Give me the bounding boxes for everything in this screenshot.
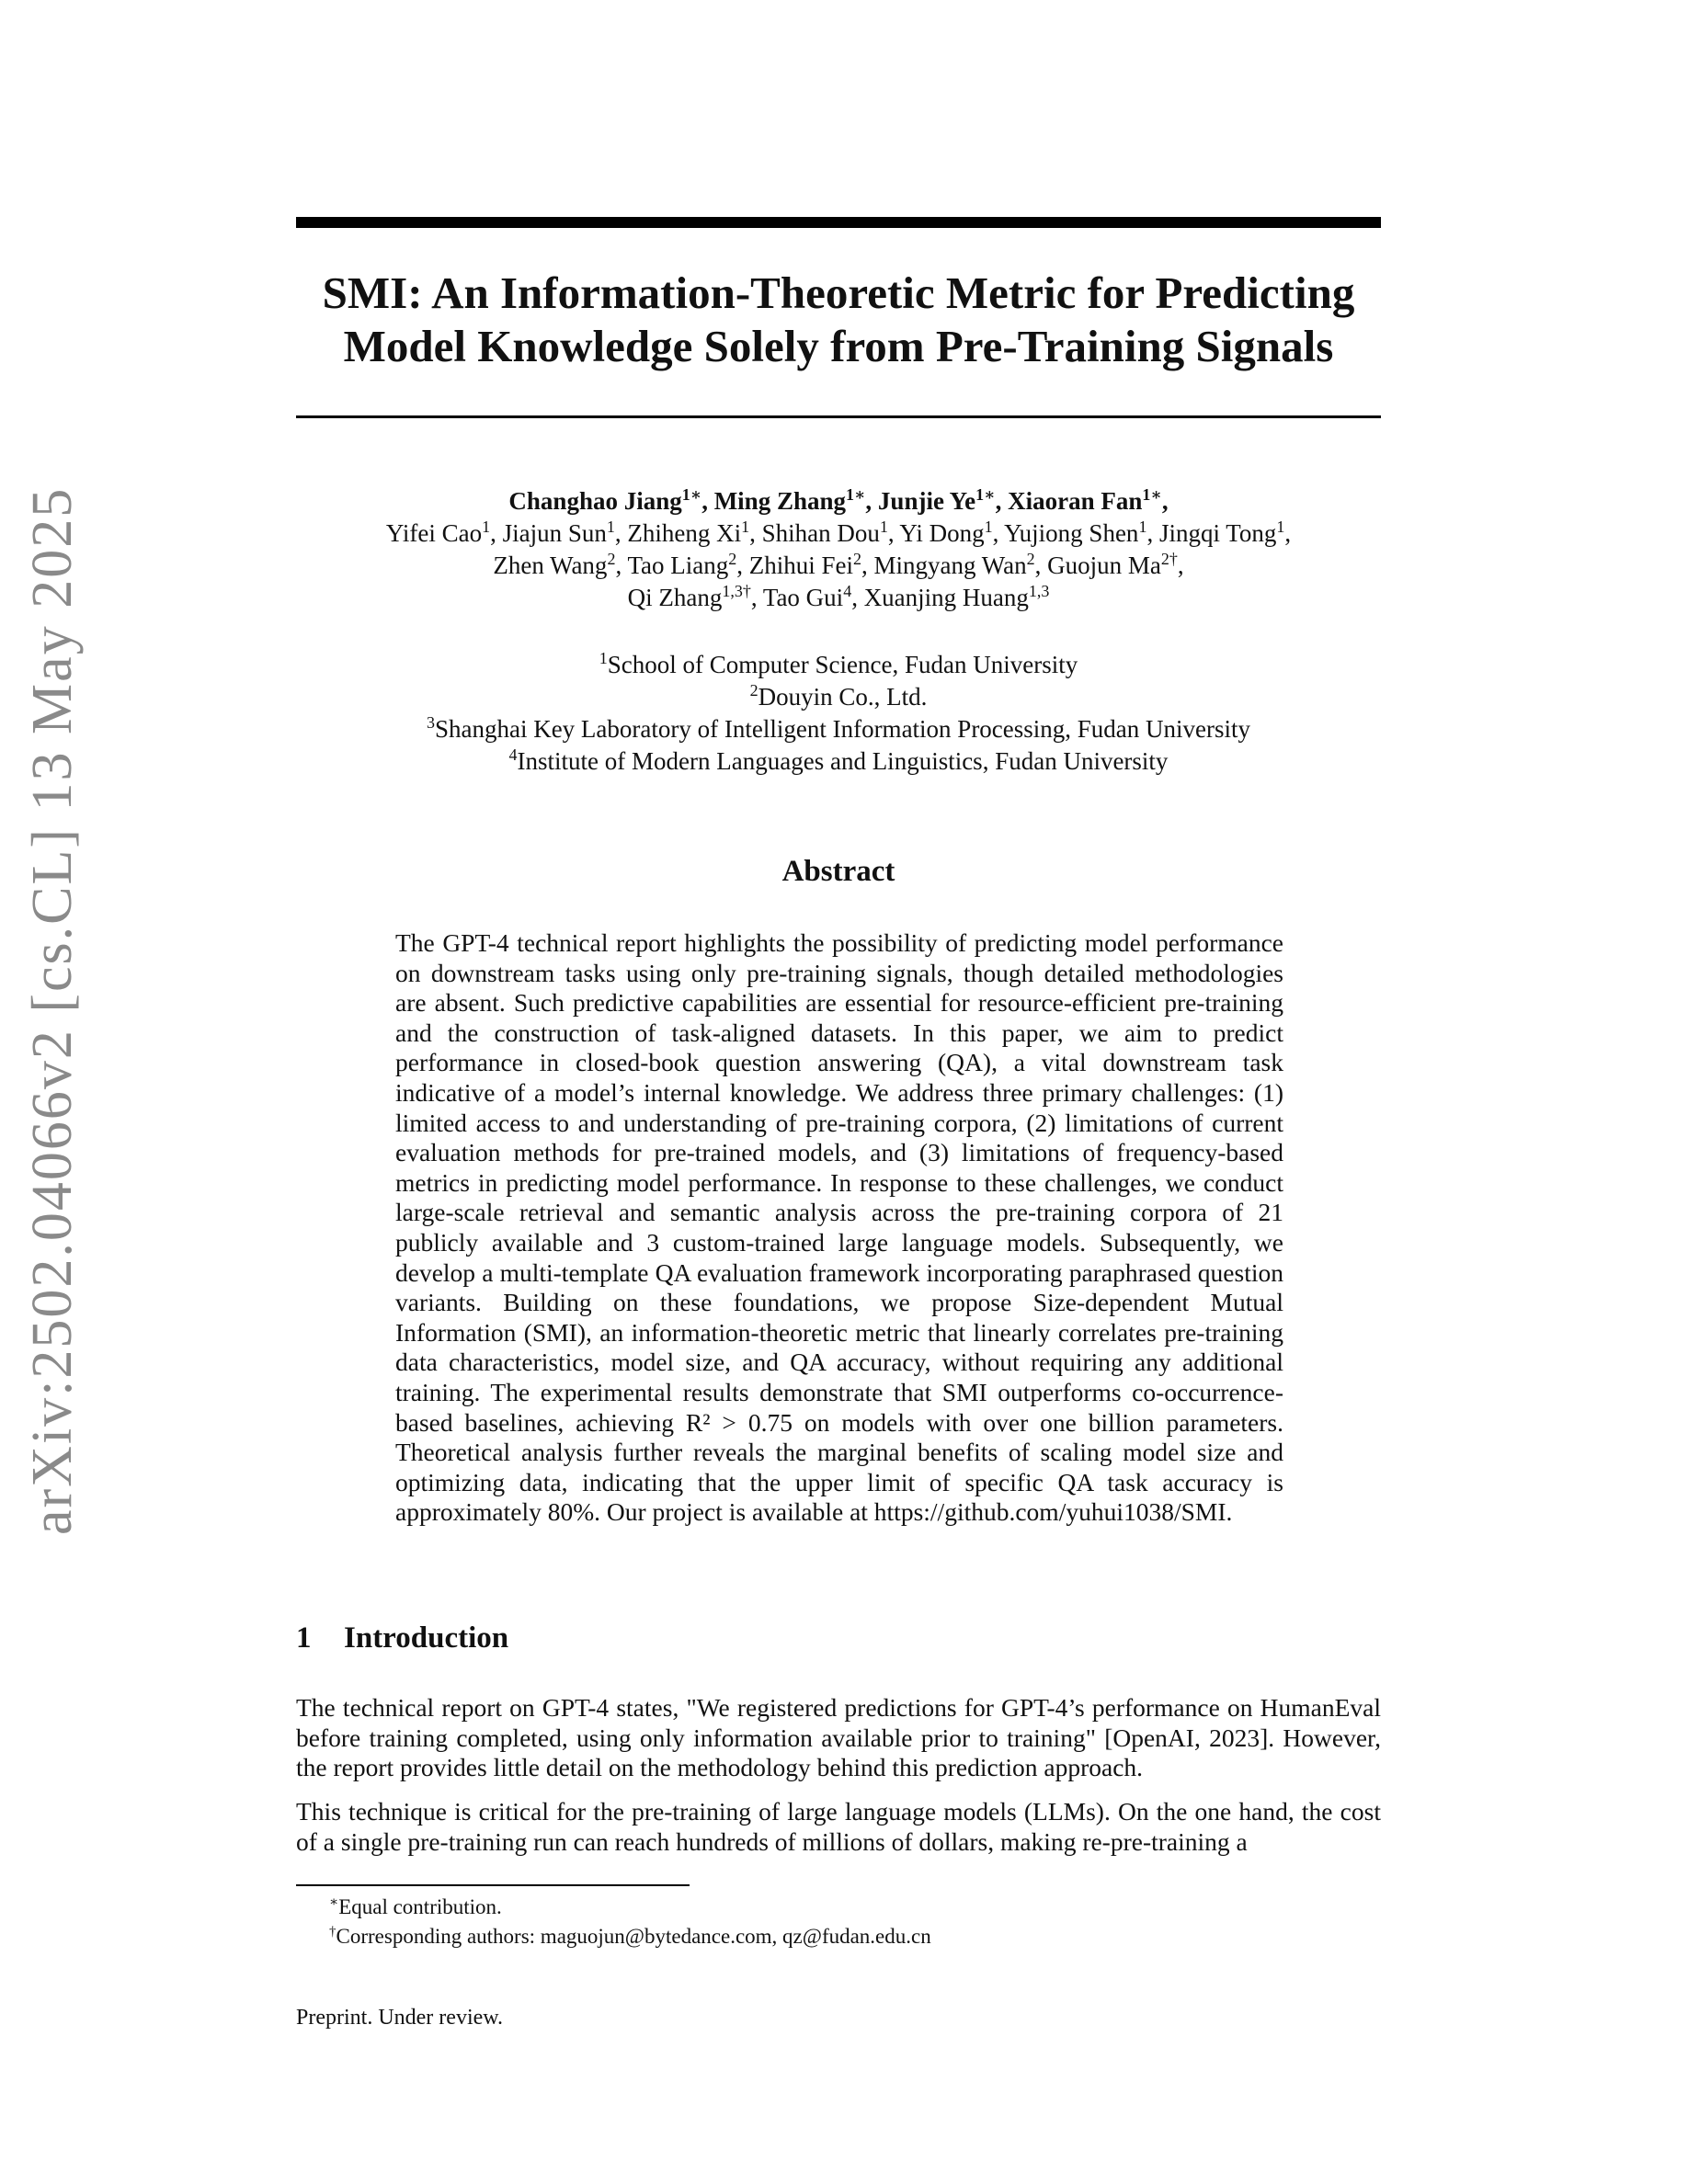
author-affiliation-mark: 2 bbox=[728, 550, 737, 568]
footnote-corresponding-authors bbox=[329, 1923, 931, 1951]
author-affiliation-mark: 1 bbox=[741, 518, 750, 536]
author-separator: , bbox=[490, 519, 503, 547]
author-affiliation-mark: 1 bbox=[482, 518, 491, 536]
author-separator: , bbox=[1161, 487, 1169, 515]
author-affiliation-mark: 1 bbox=[606, 518, 615, 536]
affiliation-number: 1 bbox=[599, 649, 608, 667]
author-affiliation-mark: 1,3 bbox=[1028, 582, 1050, 600]
author-affiliation-mark: 1 bbox=[845, 485, 854, 504]
intro-paragraph-2: This technique is critical for the pre-training of large language models (LLMs). On the one hand, the cost of a single pre-training run can reach hundreds of millions of dollars, making re-pre-training a bbox=[296, 1797, 1381, 1856]
footnote-text: Corresponding authors: maguojun@bytedance.com, qz@fudan.edu.cn bbox=[336, 1925, 931, 1948]
equal-contribution-mark: ∗ bbox=[690, 485, 702, 504]
author-name: Ming Zhang bbox=[713, 487, 846, 515]
author-name: Yifei Cao bbox=[385, 519, 483, 547]
footnote-mark: † bbox=[329, 1924, 336, 1939]
affiliation-item bbox=[296, 745, 1381, 778]
author-affiliation-mark: 2 bbox=[607, 550, 616, 568]
author-separator: , bbox=[614, 519, 628, 547]
footnote-text: Equal contribution. bbox=[338, 1895, 502, 1918]
affiliation-name: School of Computer Science, Fudan University bbox=[607, 651, 1078, 678]
author-line-2 bbox=[296, 518, 1381, 550]
section-number: 1 bbox=[296, 1621, 312, 1655]
author-affiliation-mark: 1 bbox=[1142, 485, 1151, 504]
affiliation-item bbox=[296, 649, 1381, 681]
affiliation-item bbox=[296, 713, 1381, 745]
author-name: Qi Zhang bbox=[627, 584, 723, 611]
title-bottom-rule bbox=[296, 415, 1381, 418]
author-separator: , bbox=[750, 584, 763, 611]
author-separator: , bbox=[615, 552, 628, 579]
equal-contribution-mark: ∗ bbox=[853, 485, 866, 504]
author-name: Mingyang Wan bbox=[873, 552, 1027, 579]
section-heading-introduction bbox=[296, 1621, 508, 1655]
footnote-equal-contribution bbox=[329, 1894, 502, 1921]
equal-contribution-mark: ∗ bbox=[984, 485, 996, 504]
author-affiliation-mark: 1 bbox=[984, 518, 993, 536]
author-name: Junjie Ye bbox=[877, 487, 976, 515]
author-separator: , bbox=[736, 552, 749, 579]
author-name: Xuanjing Huang bbox=[863, 584, 1029, 611]
arxiv-stamp: arXiv:2502.04066v2 [cs.CL] 13 May 2025 bbox=[21, 486, 84, 1535]
intro-paragraph-1: The technical report on GPT-4 states, "We registered predictions for GPT-4’s performance on HumanEval before training completed, using only information available prior to training" [OpenAI, 2023]. However, the report provides little detail on the methodology behind this prediction approach. bbox=[296, 1693, 1381, 1782]
author-separator: , bbox=[1034, 552, 1048, 579]
affiliation-number: 3 bbox=[426, 713, 435, 732]
author-name: Tao Liang bbox=[627, 552, 729, 579]
author-affiliation-mark: 1 bbox=[1276, 518, 1285, 536]
author-line-3 bbox=[296, 550, 1381, 582]
author-name: Yi Dong bbox=[899, 519, 985, 547]
author-affiliation-mark: 2 bbox=[1026, 550, 1035, 568]
author-name: Zhihui Fei bbox=[748, 552, 854, 579]
title-top-rule bbox=[296, 217, 1381, 228]
affiliation-number: 2 bbox=[749, 681, 758, 700]
author-separator: , bbox=[865, 487, 878, 515]
author-name: Yujiong Shen bbox=[1004, 519, 1139, 547]
author-affiliation-mark: 1 bbox=[879, 518, 888, 536]
equal-contribution-mark: ∗ bbox=[1150, 485, 1162, 504]
abstract-text: The GPT-4 technical report highlights the possibility of predicting model performance on downstream tasks using only pre-training signals, though detailed methodologies are absent. Such predictive capabilities are essential for resource-efficient pre-training and the construction of task-aligned datasets. In this paper, we aim to predict performance in closed-book question answering (QA), a vital downstream task indicative of a model’s internal knowledge. We address three primary challenges: (1) limited access to and understanding of pre-training corpora, (2) limitations of current evaluation methods for pre-trained models, and (3) limitations of frequency-based metrics in predicting model performance. In response to these challenges, we conduct large-scale retrieval and semantic analysis across the pre-training corpora of 21 publicly available and 3 custom-trained large language models. Subsequently, we develop a multi-template QA evaluation framework incorporating paraphrased question variants. Building on these foundations, we propose Size-dependent Mutual Information (SMI), an information-theoretic metric that linearly correlates pre-training data characteristics, model size, and QA accuracy, without requiring any additional training. The experimental results demonstrate that SMI outperforms co-occurrence-based baselines, achieving R² > 0.75 on models with over one billion parameters. Theoretical analysis further reveals the marginal benefits of scaling model size and optimizing data, indicating that the upper limit of specific QA task accuracy is approximately 80%. Our project is available at https://github.com/yuhui1038/SMI. bbox=[395, 928, 1283, 1527]
author-affiliation-mark: 1,3† bbox=[722, 582, 751, 600]
author-separator: , bbox=[701, 487, 714, 515]
author-line-lead bbox=[296, 485, 1381, 518]
author-separator: , bbox=[861, 552, 874, 579]
author-name: Shihan Dou bbox=[761, 519, 880, 547]
author-name: Changhao Jiang bbox=[508, 487, 682, 515]
author-name: Zhiheng Xi bbox=[627, 519, 742, 547]
author-separator: , bbox=[887, 519, 900, 547]
author-affiliation-mark: 1 bbox=[975, 485, 985, 504]
author-separator: , bbox=[1146, 519, 1159, 547]
author-name: Tao Gui bbox=[762, 584, 844, 611]
abstract-heading: Abstract bbox=[781, 855, 895, 888]
author-affiliation-mark: 1 bbox=[681, 485, 690, 504]
author-affiliation-mark: 2 bbox=[853, 550, 862, 568]
affiliation-number: 4 bbox=[508, 745, 518, 764]
title-line-2: Model Knowledge Solely from Pre-Training Signals bbox=[343, 321, 1334, 371]
paper-title bbox=[296, 267, 1381, 373]
affiliation-name: Douyin Co., Ltd. bbox=[758, 683, 928, 711]
author-separator: , bbox=[1284, 519, 1292, 547]
author-separator: , bbox=[1177, 552, 1184, 579]
author-separator: , bbox=[995, 487, 1009, 515]
title-line-1: SMI: An Information-Theoretic Metric for Predicting bbox=[322, 267, 1355, 318]
section-title: Introduction bbox=[344, 1621, 509, 1655]
author-affiliation-mark: 1 bbox=[1138, 518, 1147, 536]
author-line-4 bbox=[296, 582, 1381, 614]
affiliation-name: Shanghai Key Laboratory of Intelligent Information Processing, Fudan University bbox=[434, 715, 1251, 743]
author-list bbox=[296, 485, 1381, 614]
preprint-footer: Preprint. Under review. bbox=[296, 2006, 504, 2030]
author-affiliation-mark: 4 bbox=[843, 582, 852, 600]
author-name: Xiaoran Fan bbox=[1008, 487, 1143, 515]
affiliation-list bbox=[296, 649, 1381, 778]
author-separator: , bbox=[749, 519, 762, 547]
affiliation-name: Institute of Modern Languages and Linguistics, Fudan University bbox=[517, 747, 1169, 775]
author-separator: , bbox=[851, 584, 864, 611]
footnote-mark: ∗ bbox=[329, 1894, 339, 1910]
footnote-rule bbox=[296, 1884, 690, 1886]
affiliation-item bbox=[296, 681, 1381, 713]
author-name: Jingqi Tong bbox=[1158, 519, 1277, 547]
author-name: Jiajun Sun bbox=[502, 519, 607, 547]
author-name: Zhen Wang bbox=[493, 552, 608, 579]
author-name: Guojun Ma bbox=[1047, 552, 1161, 579]
author-affiliation-mark: 2† bbox=[1160, 550, 1178, 568]
author-separator: , bbox=[992, 519, 1005, 547]
